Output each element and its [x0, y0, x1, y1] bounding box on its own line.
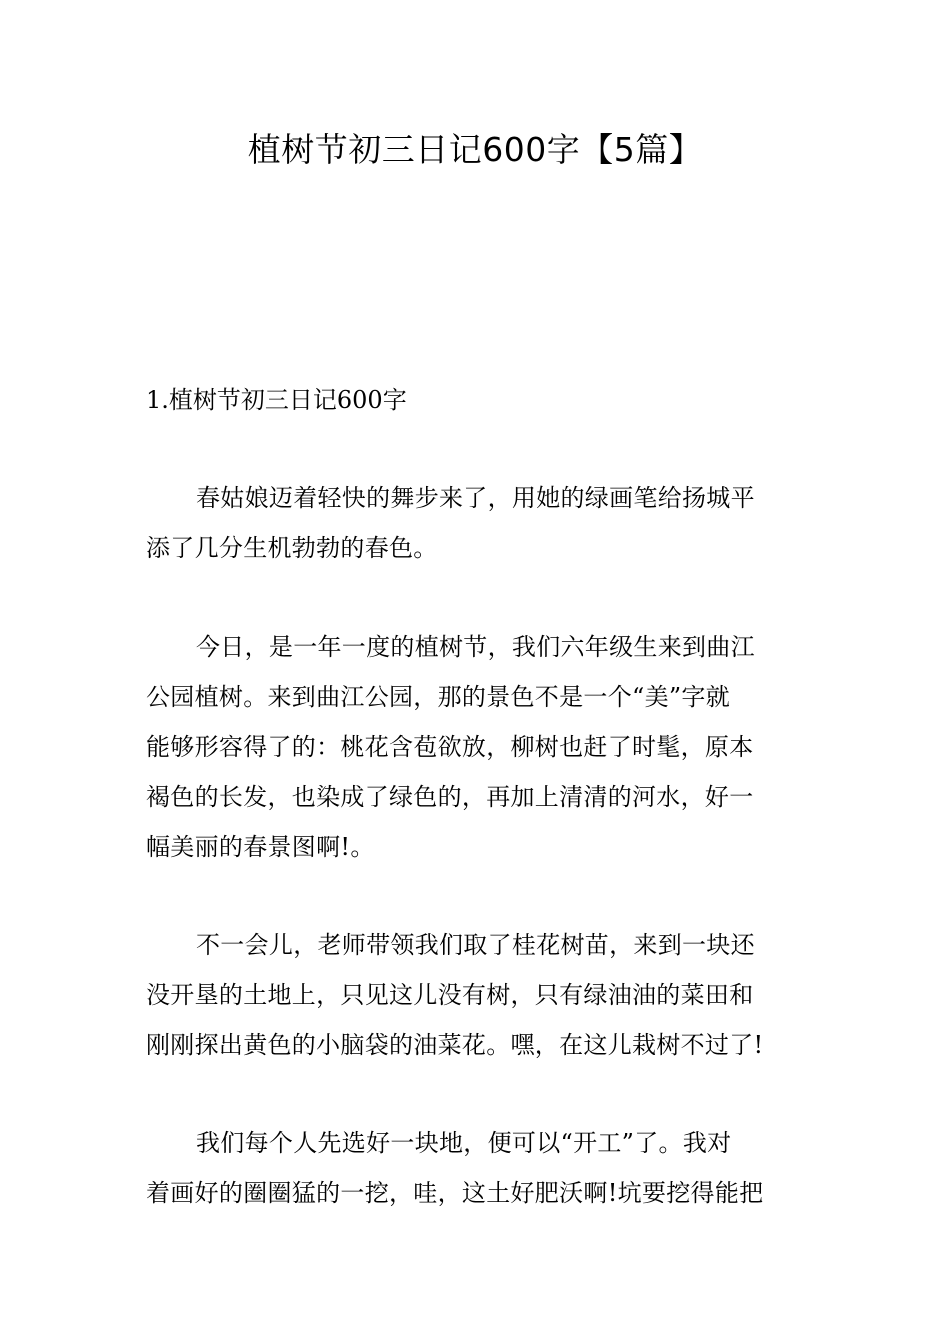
- paragraph-line: 刚刚探出黄色的小脑袋的油菜花。嘿，在这儿栽树不过了!: [146, 1031, 764, 1059]
- document-title: 植树节初三日记600字【5篇】: [247, 130, 703, 169]
- paragraph-line: 幅美丽的春景图啊!。: [146, 833, 375, 861]
- paragraph-line: 着画好的圈圈猛的一挖，哇，这土好肥沃啊!坑要挖得能把: [146, 1179, 764, 1207]
- paragraph-line: 不一会儿，老师带领我们取了桂花树苗，来到一块还: [196, 931, 755, 959]
- paragraph-2: [146, 622, 810, 872]
- paragraph-line: 没开垦的土地上，只见这儿没有树，只有绿油油的菜田和: [146, 981, 754, 1009]
- paragraph-line: 褐色的长发，也染成了绿色的，再加上清清的河水，好一: [146, 783, 754, 811]
- paragraph-line: 我们每个人先选好一块地，便可以“开工”了。我对: [196, 1129, 732, 1157]
- paragraph-line: 添了几分生机勃勃的春色。: [146, 534, 438, 562]
- paragraph-3: [146, 920, 810, 1070]
- paragraph-line: 能够形容得了的：桃花含苞欲放，柳树也赶了时髦，原本: [146, 733, 754, 761]
- paragraph-1: [146, 473, 810, 573]
- paragraph-line: 公园植树。来到曲江公园，那的景色不是一个“美”字就: [146, 683, 731, 711]
- paragraph-4: [146, 1118, 810, 1218]
- paragraph-line: 今日，是一年一度的植树节，我们六年级生来到曲江: [196, 633, 755, 661]
- paragraph-line: 春姑娘迈着轻快的舞步来了，用她的绿画笔给扬城平: [196, 484, 755, 512]
- section-heading: 1.植树节初三日记600字: [146, 386, 407, 414]
